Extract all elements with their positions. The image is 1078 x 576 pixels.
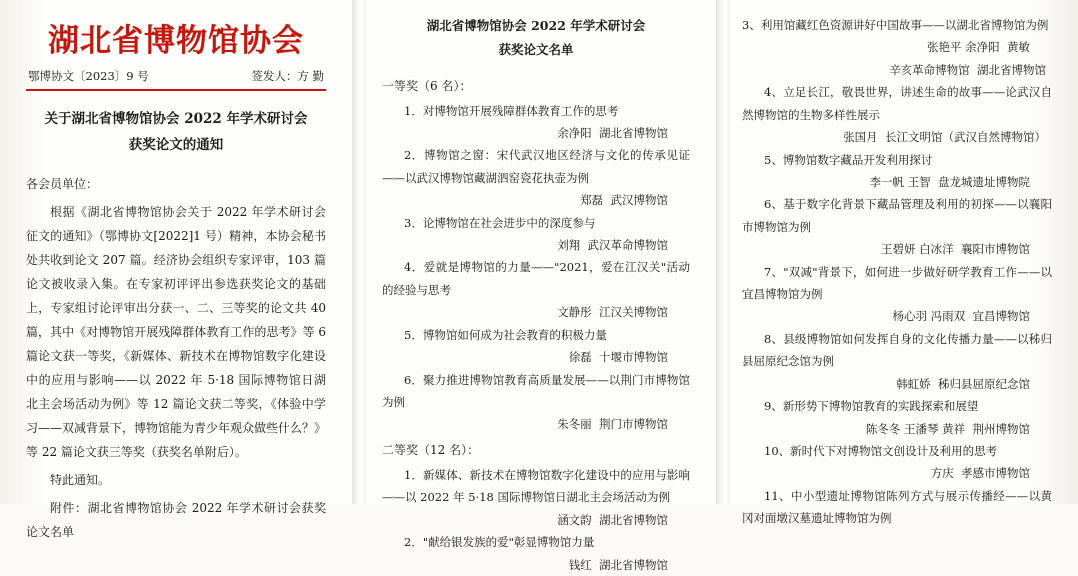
list-item: 3．论博物馆在社会进步中的深度参与 bbox=[404, 215, 596, 230]
salutation: 各会员单位： bbox=[26, 177, 99, 192]
document-number: 鄂博协文〔2023〕9 号 bbox=[28, 69, 149, 84]
body-paragraph-1: 根据《湖北省博物馆协会关于 2022 年学术研讨会征文的通知》（鄂博协文[2022]1 号）精神，本协会秘书处共收到论文 207 篇。经济协会组织专家评审，103 篇论文被收录入集。在专家初评评出参选获奖论文的基础上，专家组讨论评审出分获一、二、三等奖的论文共 40 篇，其中《对博物馆开展残障群体教育工作的思考》等 6 篇论文获一等奖，《新媒体、新技术在博物馆数字化建设中的应用与影响——以 2022 年 5·18 国际博物馆日湖北主会场活动为例》等 12 篇论文获二等奖，《体验中学习——双减背景下，博物馆能为青少年观众做些什么？》等 22 篇论文获三等奖（获奖名单附后）。 bbox=[26, 205, 327, 460]
award-list-column bbox=[352, 0, 716, 572]
list-item-author: 余净阳 湖北省博物馆 bbox=[557, 125, 668, 140]
list-item-author: 徐磊 十堰市博物馆 bbox=[568, 350, 668, 365]
list-item: 2．"献给银发族的爱"彰显博物馆力量 bbox=[404, 535, 595, 550]
list-item: 4、立足长江，敬畏世界，讲述生命的故事——论武汉自然博物馆的生物多样性展示 bbox=[742, 85, 1052, 122]
list-item: 9、新形势下博物馆教育的实践探索和展望 bbox=[764, 399, 979, 414]
list-item-author: 王碧妍 白冰洋 襄阳市博物馆 bbox=[881, 242, 1030, 257]
list-item: 4．爱就是博物馆的力量——"2021，爱在江汉关"活动的经验与思考 bbox=[382, 260, 690, 297]
list-item: 5．博物馆如何成为社会教育的积极力量 bbox=[404, 327, 607, 342]
list-item-author: 涵文韵 湖北省博物馆 bbox=[557, 512, 668, 527]
list-item-author: 郑磊 武汉博物馆 bbox=[580, 193, 668, 208]
award-list-title-line1: 湖北省博物馆协会 2022 年学术研讨会 bbox=[426, 18, 646, 33]
notice-title-line2: 获奖论文的通知 bbox=[128, 136, 224, 153]
notice-title bbox=[26, 107, 326, 158]
list-item: 5、博物馆数字藏品开发利用探讨 bbox=[764, 152, 933, 167]
list-item: 11、中小型遗址博物馆陈列方式与展示传播经——以黄冈对面墩汉墓遗址博物馆为例 bbox=[742, 488, 1052, 526]
attachment-line: 附件：湖北省博物馆协会 2022 年学术研讨会获奖论文名单 bbox=[26, 501, 326, 540]
body-paragraph-2: 特此通知。 bbox=[50, 473, 111, 488]
list-item: 7、"双减"背景下，如何进一步做好研学教育工作——以宜昌博物馆为例 bbox=[742, 264, 1052, 302]
award-list-title bbox=[382, 14, 690, 62]
red-divider bbox=[26, 89, 326, 91]
award-list-continued-column bbox=[716, 0, 1078, 526]
list-item-affiliation: 辛亥革命博物馆 湖北省博物馆 bbox=[889, 62, 1046, 77]
list-item-author: 方庆 孝感市博物馆 bbox=[930, 466, 1030, 481]
list-item: 1．新媒体、新技术在博物馆数字化建设中的应用与影响——以 2022 年 5·18 国际博物馆日湖北主会场活动为例 bbox=[382, 467, 690, 505]
list-item-author: 钱红 湖北省博物馆 bbox=[568, 557, 668, 572]
masthead-title: 湖北省博物馆协会 bbox=[48, 23, 304, 59]
list-item: 3、利用馆藏红色资源讲好中国故事——以湖北省博物馆为例 bbox=[742, 18, 1049, 32]
list-item-author: 刘翔 武汉革命博物馆 bbox=[557, 238, 668, 253]
list-item: 8、县级博物馆如何发挥自身的文化传播力量——以秭归县屈原纪念馆为例 bbox=[742, 331, 1052, 369]
list-item: 1．对博物馆开展残障群体教育工作的思考 bbox=[404, 103, 619, 118]
notice-title-line1: 关于湖北省博物馆协会 2022 年学术研讨会 bbox=[44, 111, 308, 128]
document-issuer: 签发人：方 勤 bbox=[251, 69, 324, 84]
award-list-title-line2: 获奖论文名单 bbox=[498, 41, 574, 57]
list-item-author: 韩虹娇 秭归县屈原纪念馆 bbox=[896, 376, 1030, 391]
list-item: 6、基于数字化背景下藏品管理及利用的初探——以襄阳市博物馆为例 bbox=[742, 197, 1052, 234]
section-heading-first-prize: 一等奖（6 名）： bbox=[382, 78, 472, 93]
list-item-author: 张艳平 余净阳 黄敏 bbox=[927, 40, 1030, 55]
list-item-author: 朱冬丽 荆门市博物馆 bbox=[557, 417, 668, 432]
list-item: 2．博物馆之窗：宋代武汉地区经济与文化的传承见证——以武汉博物馆藏湖泗窑瓷花执壶为例 bbox=[382, 148, 690, 185]
document-meta bbox=[26, 68, 326, 89]
list-item-author: 杨心羽 冯雨双 宜昌博物馆 bbox=[892, 309, 1030, 324]
notice-column bbox=[0, 0, 352, 540]
list-item: 10、新时代下对博物馆文创设计及利用的思考 bbox=[764, 444, 998, 459]
list-item-author: 文静彤 江汉关博物馆 bbox=[557, 305, 668, 320]
list-item: 6．聚力推进博物馆教育高质量发展——以荆门市博物馆为例 bbox=[382, 372, 690, 409]
section-heading-second-prize: 二等奖（12 名）： bbox=[382, 442, 480, 457]
list-item-author: 陈冬冬 王潘琴 黄祥 荆州博物馆 bbox=[865, 421, 1030, 436]
list-item-author: 张国月 长江文明馆（武汉自然博物馆） bbox=[843, 130, 1046, 145]
list-item-author: 李一帆 王智 盘龙城遗址博物院 bbox=[869, 174, 1030, 189]
